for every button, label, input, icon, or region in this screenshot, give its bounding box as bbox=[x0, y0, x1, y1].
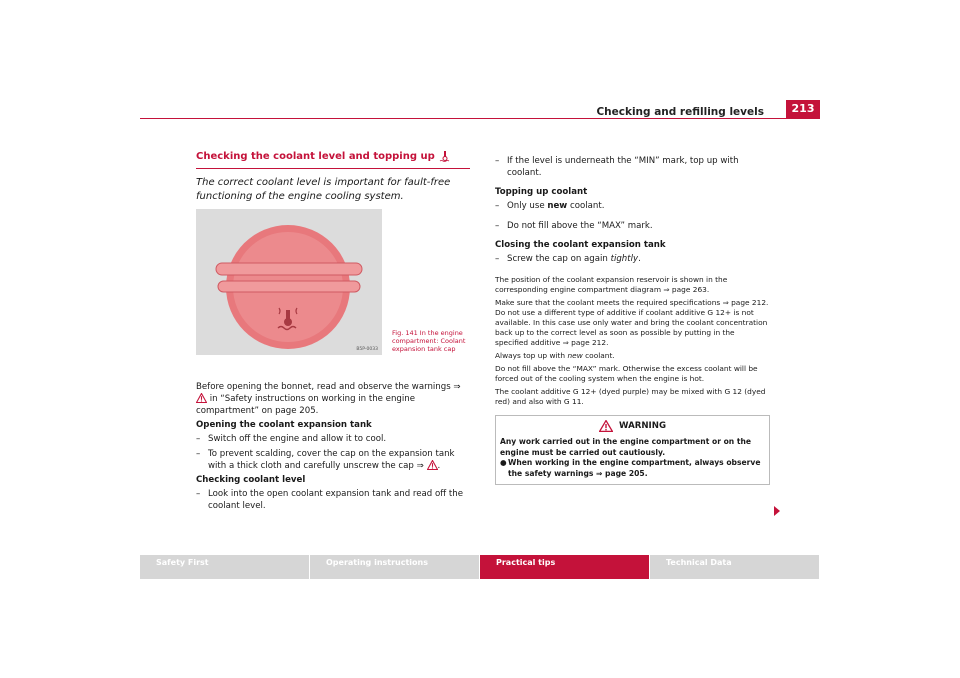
tab-safety-first[interactable]: Safety First bbox=[140, 555, 310, 579]
closing-step-emph: tightly bbox=[610, 254, 639, 264]
warning-bullet-text: When working in the engine compartment, always observe the safety warnings ⇒ page 205. bbox=[508, 458, 761, 478]
note: The position of the coolant expansion reservoir is shown in the corresponding engine compartment diagram ⇒ page 263. bbox=[495, 275, 728, 294]
min-step-text: If the level is underneath the “MIN” mark, top up with coolant. bbox=[507, 156, 739, 178]
note: Make sure that the coolant meets the required specifications ⇒ page 212. Do not use a different type of additive if coolant additive G 12+ is not available. In this case use only water and bring the coolant concentration back up to the correct level as soon as possible by putting in the specified additive ⇒ page 212. bbox=[495, 298, 769, 347]
tab-practical-tips[interactable]: Practical tips bbox=[480, 555, 650, 579]
figure-caption: Fig. 141 In the engine compartment: Coolant expansion tank cap bbox=[392, 329, 466, 353]
warning-box bbox=[495, 415, 770, 485]
opening-step-text: To prevent scalding, cover the cap on the expansion tank with a thick cloth and carefully unscrew the cap ⇒ bbox=[208, 449, 455, 471]
opening-step: – Switch off the engine and allow it to cool. bbox=[196, 434, 387, 444]
topping-step-text: Only use bbox=[507, 201, 548, 211]
topping-step: – Only use new coolant. bbox=[495, 201, 605, 211]
header-title: Checking and refilling levels bbox=[596, 106, 764, 118]
closing-step-text: Screw the cap on again bbox=[507, 254, 611, 264]
warning-bullet: ● When working in the engine compartment, always observe the safety warnings ⇒ page 205. bbox=[500, 458, 765, 479]
warning-title: WARNING bbox=[619, 421, 666, 431]
topping-step-text-end: coolant. bbox=[567, 201, 605, 211]
checking-heading: Checking coolant level bbox=[196, 475, 306, 485]
before-opening-text bbox=[196, 381, 470, 417]
checking-step: – Look into the open coolant expansion tank and read off the coolant level. bbox=[196, 488, 470, 512]
note: The coolant additive G 12+ (dyed purple) may be mixed with G 12 (dyed red) and also with G 11. bbox=[495, 387, 766, 406]
closing-step: – Screw the cap on again tightly. bbox=[495, 254, 641, 264]
left-column bbox=[196, 150, 470, 514]
opening-step-text: Switch off the engine and allow it to cool. bbox=[208, 434, 387, 444]
topping-heading: Topping up coolant bbox=[495, 187, 588, 197]
closing-step-end: . bbox=[638, 254, 641, 264]
right-column bbox=[495, 150, 770, 485]
note-emph: new bbox=[567, 351, 583, 360]
header-rule bbox=[140, 118, 820, 119]
coolant-temperature-icon bbox=[439, 150, 451, 162]
topping-step-text: Do not fill above the “MAX” mark. bbox=[507, 221, 653, 231]
warning-line: Any work carried out in the engine compartment or on the engine must be carried out cautiously. bbox=[500, 437, 752, 457]
before-opening-text-a: Before opening the bonnet, read and observe the warnings ⇒ bbox=[196, 382, 461, 392]
note: Do not fill above the “MAX” mark. Otherwise the excess coolant will be forced out of the cooling system when the engine is hot. bbox=[495, 364, 758, 383]
coolant-cap-illustration bbox=[196, 209, 382, 355]
figure-141 bbox=[196, 209, 470, 381]
note-text: Always top up with bbox=[495, 351, 568, 360]
opening-heading: Opening the coolant expansion tank bbox=[196, 420, 372, 430]
tab-operating-instructions[interactable]: Operating instructions bbox=[310, 555, 480, 579]
page-number: 213 bbox=[786, 100, 820, 118]
note bbox=[495, 351, 770, 361]
closing-heading: Closing the coolant expansion tank bbox=[495, 240, 666, 250]
figure-code: B5P-0033 bbox=[356, 347, 378, 352]
topping-step: – Do not fill above the “MAX” mark. bbox=[495, 221, 653, 231]
warning-body bbox=[496, 435, 769, 484]
section-title bbox=[196, 150, 470, 169]
opening-step: – To prevent scalding, cover the cap on the expansion tank with a thick cloth and carefully unscrew the cap ⇒ . bbox=[196, 449, 455, 471]
next-page-arrow-icon bbox=[774, 506, 780, 516]
note-text-end: coolant. bbox=[582, 351, 615, 360]
warning-header bbox=[496, 416, 769, 435]
footer-tabs bbox=[140, 555, 820, 579]
before-opening-text-b: in “Safety instructions on working in the engine compartment” on page 205. bbox=[196, 394, 415, 416]
topping-step-emph: new bbox=[547, 201, 568, 211]
warning-triangle-icon bbox=[196, 393, 207, 403]
figure-image bbox=[196, 209, 382, 355]
section-intro: The correct coolant level is important for fault-free functioning of the engine cooling system. bbox=[196, 177, 451, 202]
min-step: – If the level is underneath the “MIN” mark, top up with coolant. bbox=[495, 155, 770, 179]
tab-technical-data[interactable]: Technical Data bbox=[650, 555, 820, 579]
warning-triangle-icon bbox=[427, 460, 438, 470]
warning-triangle-icon bbox=[599, 420, 613, 432]
section-title-text: Checking the coolant level and topping up bbox=[196, 150, 435, 162]
checking-step-text: Look into the open coolant expansion tank and read off the coolant level. bbox=[208, 489, 463, 511]
